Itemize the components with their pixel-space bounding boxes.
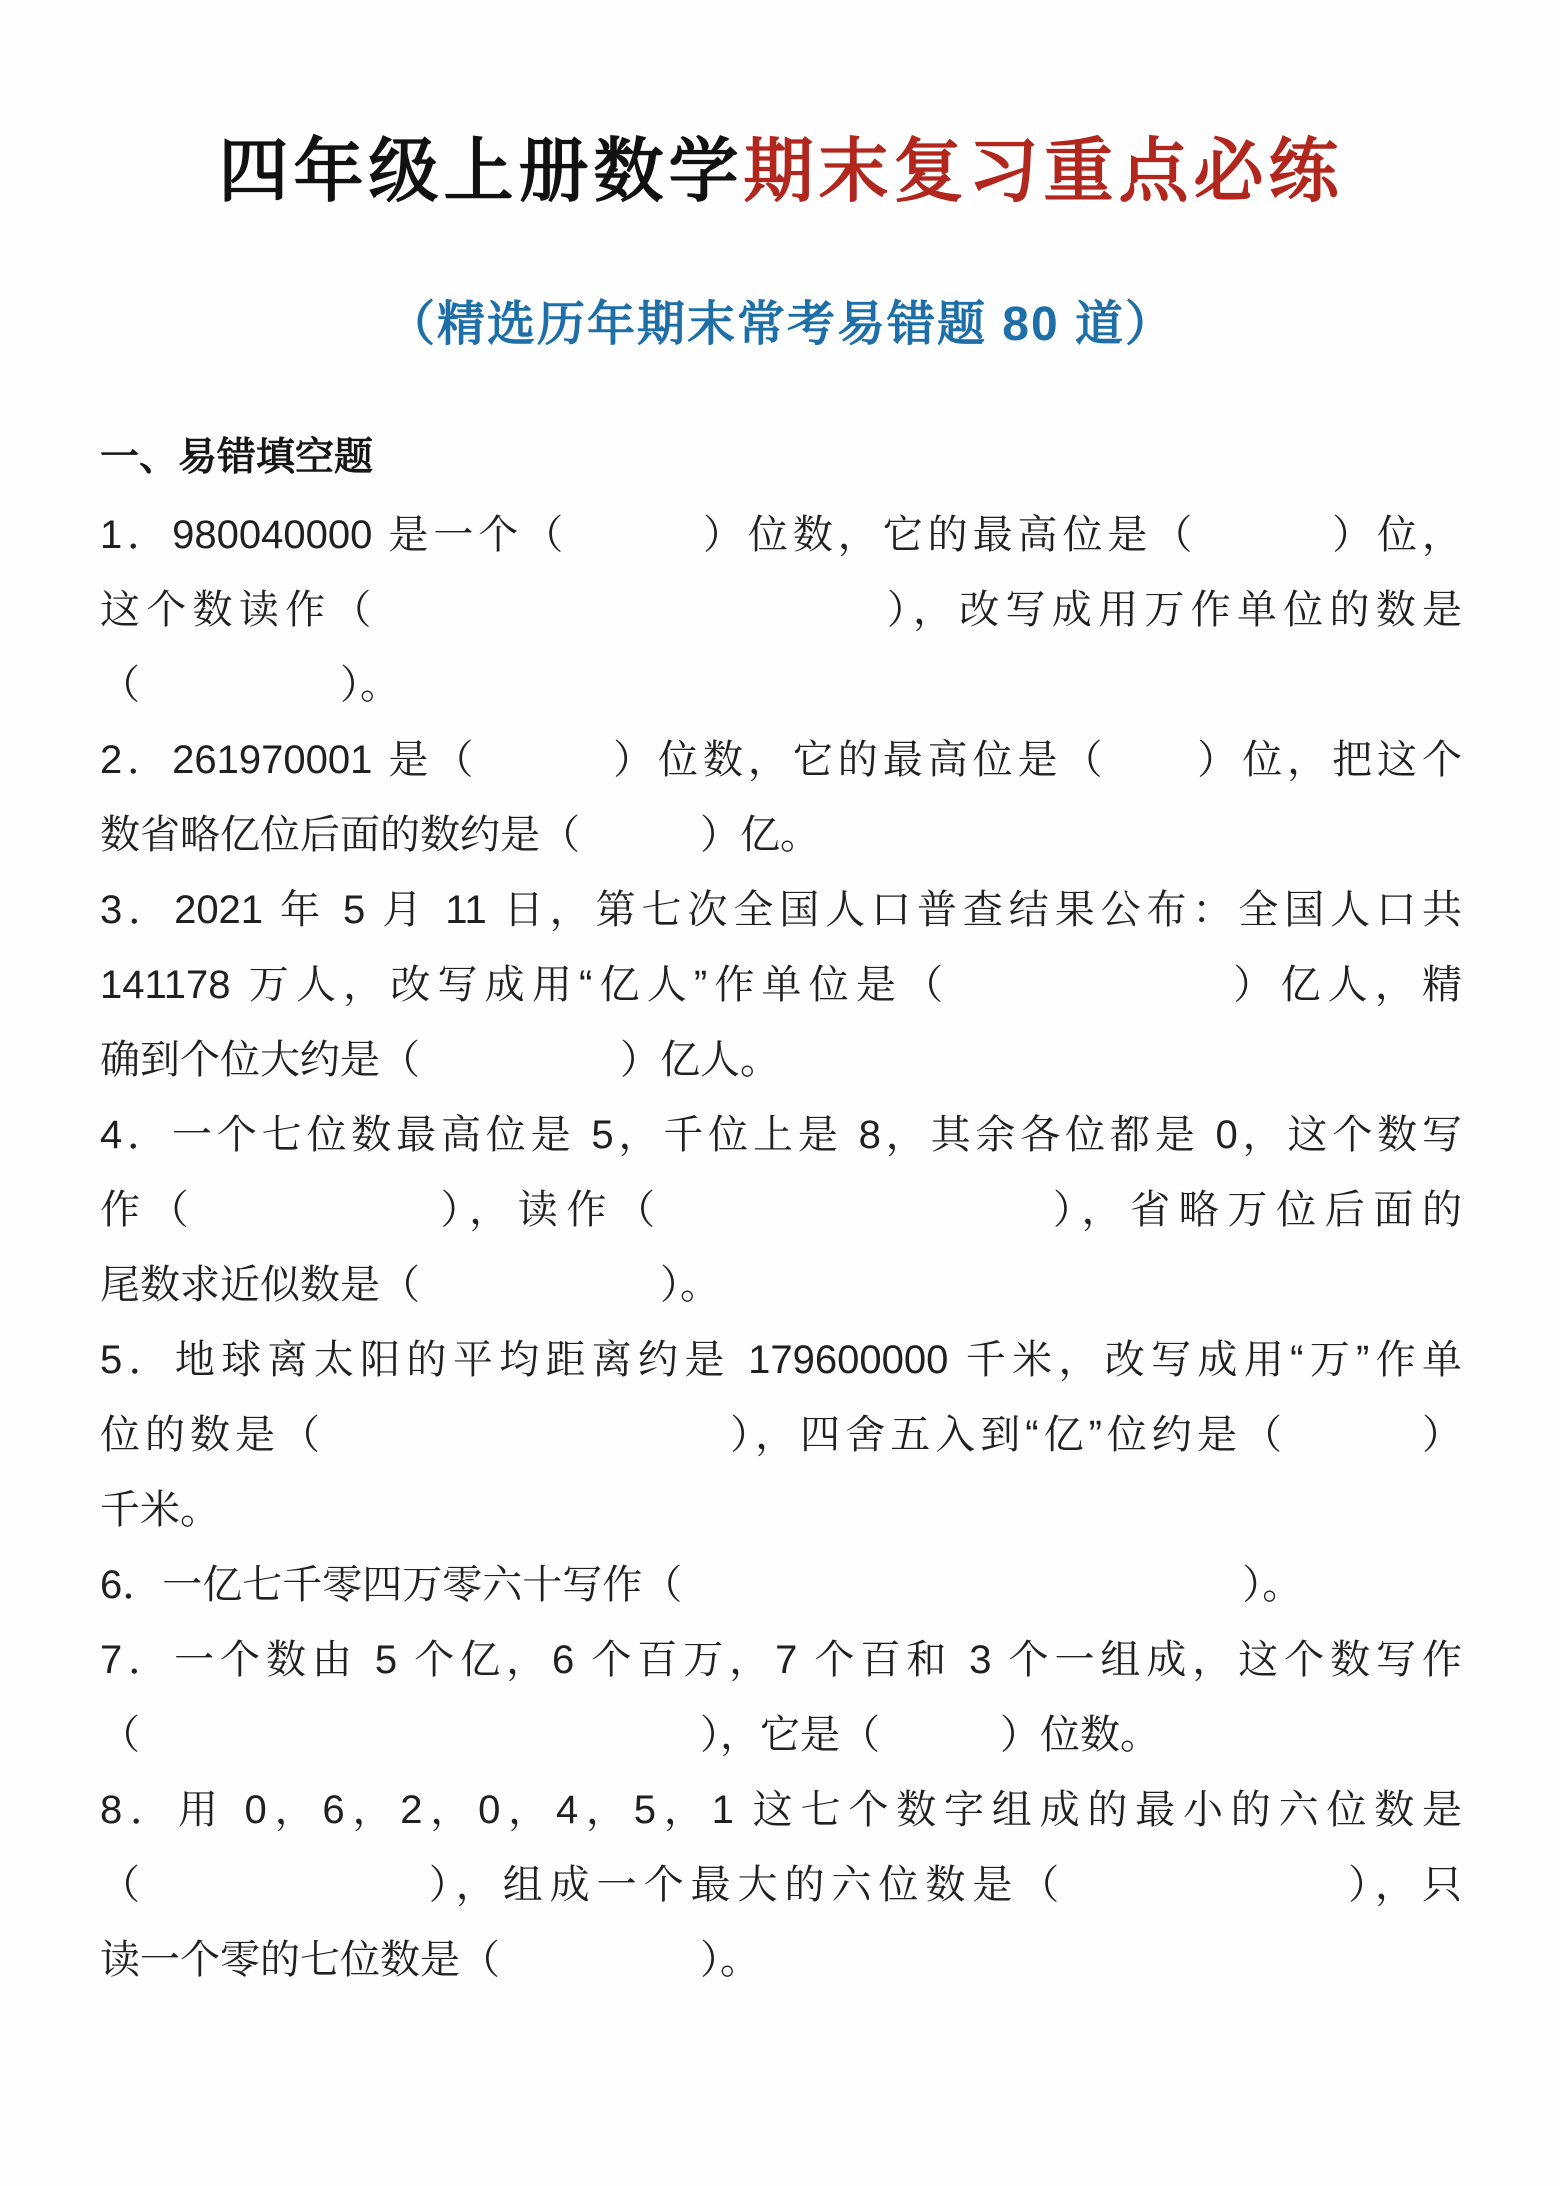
- question-line: 确到个位大约是（ ）亿人。: [100, 1038, 780, 1082]
- question-line: 6．一亿七千零四万零六十写作（ ）。: [100, 1563, 1303, 1607]
- page-subtitle: （精选历年期末常考易错题 80 道）: [386, 298, 1176, 351]
- question-line: 5．地球离太阳的平均距离约是 179600000 千米，改写成用“万”作单: [100, 1338, 1462, 1382]
- question-line: 3．2021 年 5 月 11 日，第七次全国人口普查结果公布：全国人口共: [100, 888, 1462, 932]
- question-6: [100, 1548, 1462, 1623]
- question-2: [100, 723, 1462, 873]
- section-heading: 一、易错填空题: [100, 436, 374, 479]
- question-7: [100, 1623, 1462, 1773]
- question-line: 千米。: [100, 1488, 220, 1532]
- question-line: 7．一个数由 5 个亿，6 个百万，7 个百和 3 个一组成，这个数写作: [100, 1638, 1462, 1682]
- question-4: [100, 1098, 1462, 1323]
- question-1: [100, 498, 1462, 723]
- question-line: （ ），它是（ ）位数。: [100, 1713, 1160, 1757]
- question-list: [100, 498, 1462, 1998]
- question-line: 1．980040000 是一个（ ）位数，它的最高位是（ ）位，: [100, 513, 1462, 557]
- question-line: 4．一个七位数最高位是 5，千位上是 8，其余各位都是 0，这个数写: [100, 1113, 1462, 1157]
- question-line: （ ）。: [100, 663, 400, 707]
- question-line: （ ），组成一个最大的六位数是（ ），只: [100, 1863, 1462, 1907]
- title-red-part: 期末复习重点必练: [743, 132, 1344, 210]
- question-line: 读一个零的七位数是（ ）。: [100, 1938, 760, 1982]
- question-5: [100, 1323, 1462, 1548]
- title-black-part: 四年级上册数学: [218, 132, 744, 210]
- question-line: 这个数读作（ ），改写成用万作单位的数是: [100, 588, 1462, 632]
- question-3: [100, 873, 1462, 1098]
- question-line: 141178 万人，改写成用“亿人”作单位是（ ）亿人，精: [100, 963, 1462, 1007]
- question-line: 作（ ），读作（ ），省略万位后面的: [100, 1188, 1462, 1232]
- page-title: [100, 130, 1462, 212]
- question-line: 数省略亿位后面的数约是（ ）亿。: [100, 813, 820, 857]
- question-line: 8．用 0，6，2，0，4，5，1 这七个数字组成的最小的六位数是: [100, 1788, 1462, 1832]
- question-line: 2．261970001 是（ ）位数，它的最高位是（ ）位，把这个: [100, 738, 1462, 782]
- question-line: 位的数是（ ），四舍五入到“亿”位约是（ ）: [100, 1413, 1462, 1457]
- question-8: [100, 1773, 1462, 1998]
- question-line: 尾数求近似数是（ ）。: [100, 1263, 720, 1307]
